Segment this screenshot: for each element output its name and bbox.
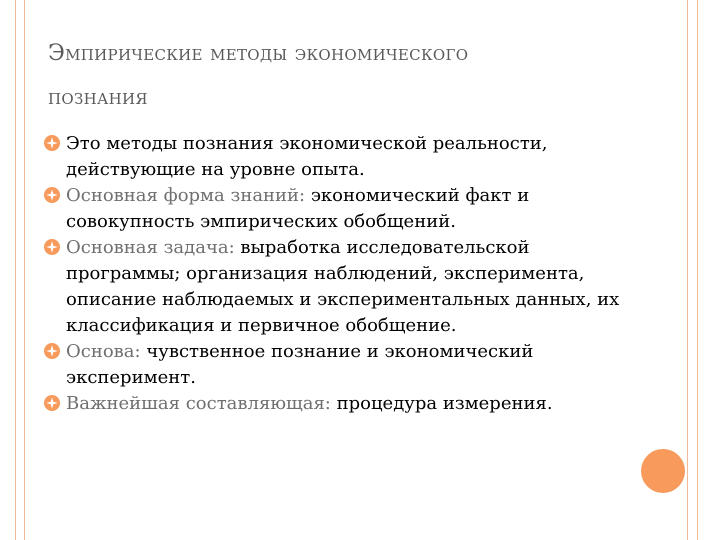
bullet-item-definition [44, 131, 644, 183]
left-frame-line-inner [24, 0, 25, 540]
bullet-list [44, 131, 644, 417]
bullet-text: чувственное познание и экономический эксперимент. [66, 341, 534, 388]
right-frame-line-outer [697, 0, 698, 540]
bullet-lead: Основная задача: [66, 237, 241, 258]
slide-title-line-1: Эмпирические методы экономического [48, 41, 469, 66]
slide-title [48, 32, 648, 120]
decorative-orange-circle [641, 449, 685, 493]
right-frame-line-inner [687, 0, 688, 540]
bullet-text: процедура измерения. [336, 393, 553, 414]
bullet-lead: Основа: [66, 341, 147, 362]
bullet-lead: Важнейшая составляющая: [66, 393, 337, 414]
slide-title-line-2: познания [48, 85, 148, 110]
bullet-item-main-form [44, 183, 644, 235]
bullet-text: экономический факт и совокупность эмпирических обобщений. [66, 185, 530, 232]
left-frame-line-outer [15, 0, 16, 540]
four-point-star-icon [44, 187, 60, 203]
bullet-lead: Основная форма знаний: [66, 185, 311, 206]
bullet-text: Это методы познания экономической реальности, действующие на уровне опыта. [66, 133, 548, 180]
four-point-star-icon [44, 395, 60, 411]
four-point-star-icon [44, 135, 60, 151]
bullet-item-key-component [44, 391, 644, 417]
four-point-star-icon [44, 343, 60, 359]
bullet-item-basis [44, 339, 644, 391]
bullet-item-main-task [44, 235, 644, 339]
bullet-text: выработка исследовательской программы; организация наблюдений, эксперимента, описание наблюдаемых и экспериментальных данных, их классификация и первичное обобщение. [66, 237, 620, 336]
four-point-star-icon [44, 239, 60, 255]
